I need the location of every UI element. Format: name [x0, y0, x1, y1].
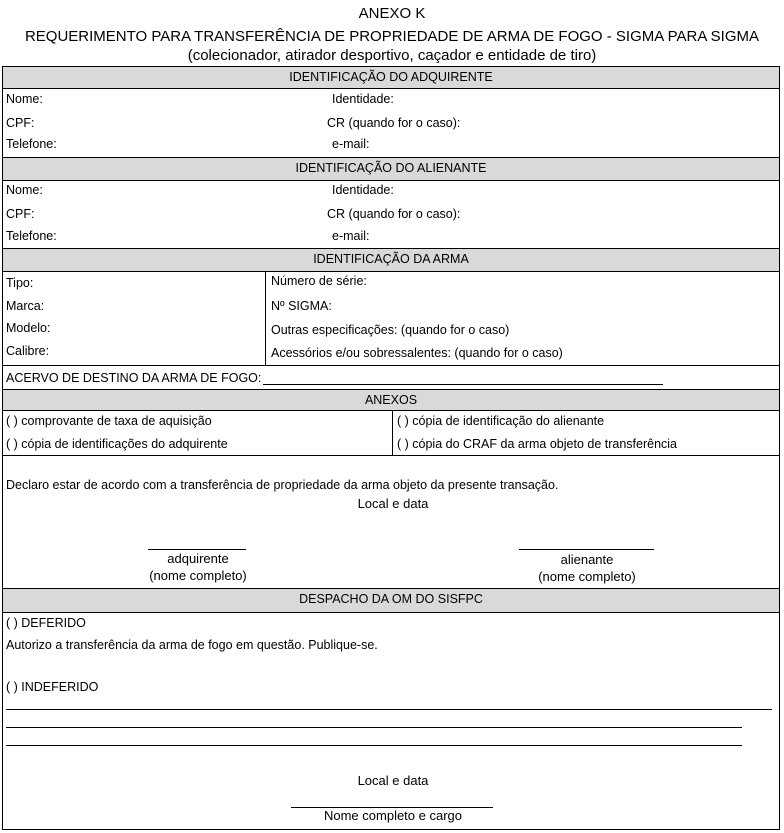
section-adquirente-header: IDENTIFICAÇÃO DO ADQUIRENTE — [3, 67, 779, 89]
anexo-identificacoes-adquirente: ( ) cópia de identificações do adquirente — [6, 437, 228, 451]
alienante-cpf-label: CPF: — [6, 207, 35, 221]
arma-modelo-label: Modelo: — [6, 321, 51, 335]
adquirente-email-label: e-mail: — [332, 137, 370, 151]
despacho-motivo-line — [6, 745, 742, 746]
document-annex-label: ANEXO K — [358, 5, 426, 22]
section-anexos-header: ANEXOS — [3, 389, 779, 411]
adquirente-cr-label: CR (quando for o caso): — [327, 116, 461, 130]
adquirente-signature-sublabel: (nome completo) — [149, 568, 247, 583]
request-form — [2, 66, 780, 830]
anexos-column-divider — [392, 410, 393, 455]
despacho-motivo-line — [6, 727, 742, 728]
arma-calibre-label: Calibre: — [6, 344, 50, 358]
alienante-signature-line — [519, 549, 654, 550]
alienante-telefone-label: Telefone: — [6, 229, 57, 243]
anexo-comprovante-taxa: ( ) comprovante de taxa de aquisição — [6, 414, 212, 428]
arma-column-divider — [265, 271, 266, 365]
declaracao-text: Declaro estar de acordo com a transferência de propriedade da arma objeto da presente transação. — [6, 478, 559, 492]
alienante-identidade-label: Identidade: — [332, 183, 394, 197]
declaracao-local-data: Local e data — [357, 496, 429, 511]
acervo-label: ACERVO DE DESTINO DA ARMA DE FOGO: — [6, 371, 262, 385]
alienante-email-label: e-mail: — [332, 229, 370, 243]
despacho-deferido: ( ) DEFERIDO — [6, 616, 86, 630]
arma-tipo-label: Tipo: — [6, 276, 34, 290]
despacho-motivo-line — [6, 709, 772, 710]
despacho-indeferido: ( ) INDEFERIDO — [6, 680, 99, 694]
section-arma-header: IDENTIFICAÇÃO DA ARMA — [3, 248, 779, 272]
arma-numero-serie-label: Número de série: — [271, 274, 367, 288]
divider — [3, 365, 779, 366]
section-despacho-header: DESPACHO DA OM DO SISFPC — [3, 588, 779, 613]
alienante-signature-label: alienante — [560, 552, 614, 567]
adquirente-nome-label: Nome: — [6, 92, 43, 106]
arma-marca-label: Marca: — [6, 299, 45, 313]
divider — [3, 455, 779, 456]
despacho-signature-label: Nome completo e cargo — [323, 808, 462, 823]
document-subtitle: (colecionador, atirador desportivo, caçador e entidade de tiro) — [187, 47, 597, 64]
adquirente-cpf-label: CPF: — [6, 116, 35, 130]
anexo-craf: ( ) cópia do CRAF da arma objeto de transferência — [397, 437, 677, 451]
alienante-nome-label: Nome: — [6, 183, 43, 197]
despacho-local-data: Local e data — [357, 773, 429, 788]
adquirente-signature-label: adquirente — [167, 551, 229, 566]
anexo-identificacao-alienante: ( ) cópia de identificação do alienante — [397, 414, 605, 428]
despacho-autorizo-text: Autorizo a transferência da arma de fogo em questão. Publique-se. — [6, 638, 378, 652]
acervo-fill-line — [263, 384, 663, 385]
arma-sigma-label: Nº SIGMA: — [271, 299, 332, 313]
arma-outras-label: Outras especificações: (quando for o caso) — [271, 323, 510, 337]
section-alienante-header: IDENTIFICAÇÃO DO ALIENANTE — [3, 157, 779, 181]
adquirente-signature-line — [148, 549, 246, 550]
adquirente-identidade-label: Identidade: — [332, 92, 394, 106]
alienante-cr-label: CR (quando for o caso): — [327, 207, 461, 221]
document-title: REQUERIMENTO PARA TRANSFERÊNCIA DE PROPRIEDADE DE ARMA DE FOGO - SIGMA PARA SIGMA — [24, 28, 760, 45]
alienante-signature-sublabel: (nome completo) — [538, 569, 636, 584]
adquirente-telefone-label: Telefone: — [6, 137, 57, 151]
arma-acessorios-label: Acessórios e/ou sobressalentes: (quando for o caso) — [271, 346, 563, 360]
